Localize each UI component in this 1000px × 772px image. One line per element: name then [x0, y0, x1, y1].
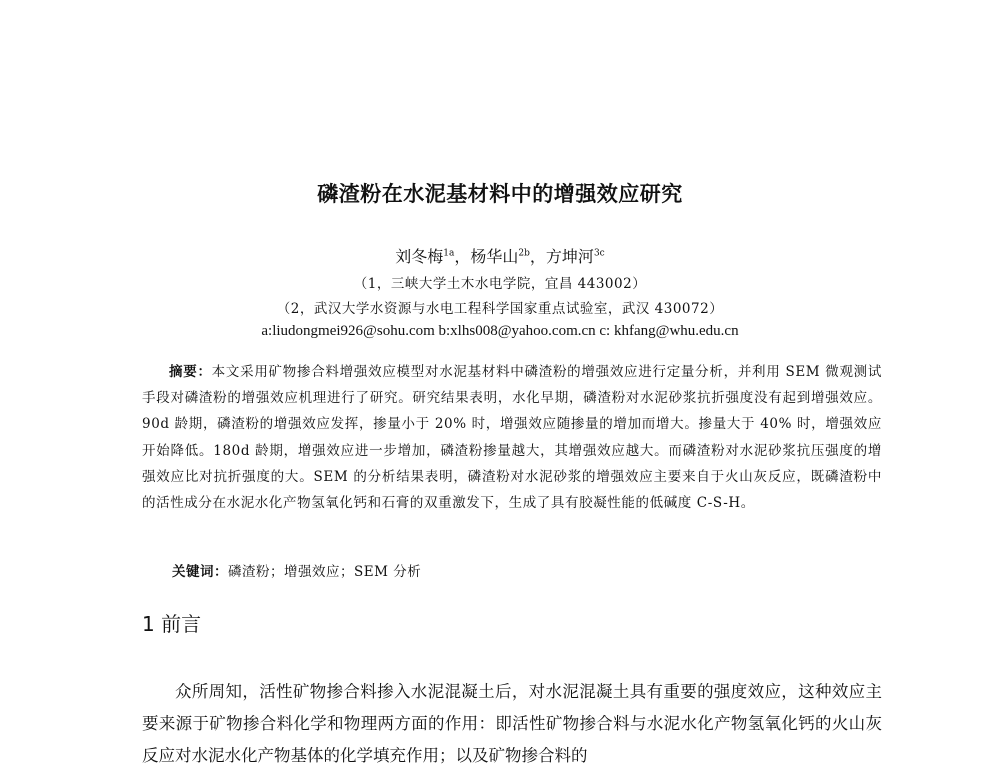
intro-paragraph: 众所周知，活性矿物掺合料掺入水泥混凝土后，对水泥混凝土具有重要的强度效应，这种效应主要来源于矿物掺合料化学和物理两方面的作用：即活性矿物掺合料与水泥水化产物氢氧化钙的火山灰反应对水泥水化产物基体的化学填充作用；以及矿物掺合料的	[142, 682, 882, 765]
abstract-text: 本文采用矿物掺合料增强效应模型对水泥基材料中磷渣粉的增强效应进行定量分析，并利用 SEM 微观测试手段对磷渣粉的增强效应机理进行了研究。研究结果表明，水化早期，磷渣粉对水泥砂浆抗折强度没有起到增强效应。90d 龄期，磷渣粉的增强效应发挥，掺量小于 20% 时，增强效应随掺量的增加而增大。掺量大于 40% 时，增强效应开始降低。180d 龄期，增强效应进一步增加，磷渣粉掺量越大，其增强效应越大。而磷渣粉对水泥砂浆抗压强度的增强效应比对抗折强度的大。SEM 的分析结果表明，磷渣粉对水泥砂浆的增强效应主要来自于火山灰反应，既磷渣粉中的活性成分在水泥水化产物氢氧化钙和石膏的双重激发下，生成了具有胶凝性能的低碱度 C-S-H。	[142, 364, 882, 512]
author-emails: a:liudongmei926@sohu.com b:xlhs008@yahoo.com.cn c: khfang@whu.edu.cn	[261, 323, 739, 339]
author-mark: 3c	[593, 248, 605, 259]
author-mark: 1a	[443, 248, 455, 259]
keywords-text: 磷渣粉；增强效应；SEM 分析	[228, 564, 422, 580]
paper-title: 磷渣粉在水泥基材料中的增强效应研究	[317, 182, 683, 206]
keywords-label: 关键词：	[172, 564, 228, 580]
author-line	[0, 244, 1000, 267]
author-mark: 2b	[518, 248, 530, 259]
section-heading: 1 前言	[142, 612, 202, 636]
affiliation-2: （2，武汉大学水资源与水电工程科学国家重点试验室，武汉 430072）	[276, 301, 724, 317]
author-name: 方坤河	[545, 247, 594, 266]
keywords	[172, 560, 421, 580]
author-separator: ，	[529, 247, 546, 266]
abstract-label: 摘要：	[169, 364, 212, 380]
author-separator: ，	[454, 247, 471, 266]
author-name: 刘冬梅	[395, 247, 444, 266]
abstract	[142, 359, 882, 516]
author-name: 杨华山	[470, 247, 519, 266]
affiliation-1: （1，三峡大学土木水电学院，宜昌 443002）	[353, 276, 647, 292]
